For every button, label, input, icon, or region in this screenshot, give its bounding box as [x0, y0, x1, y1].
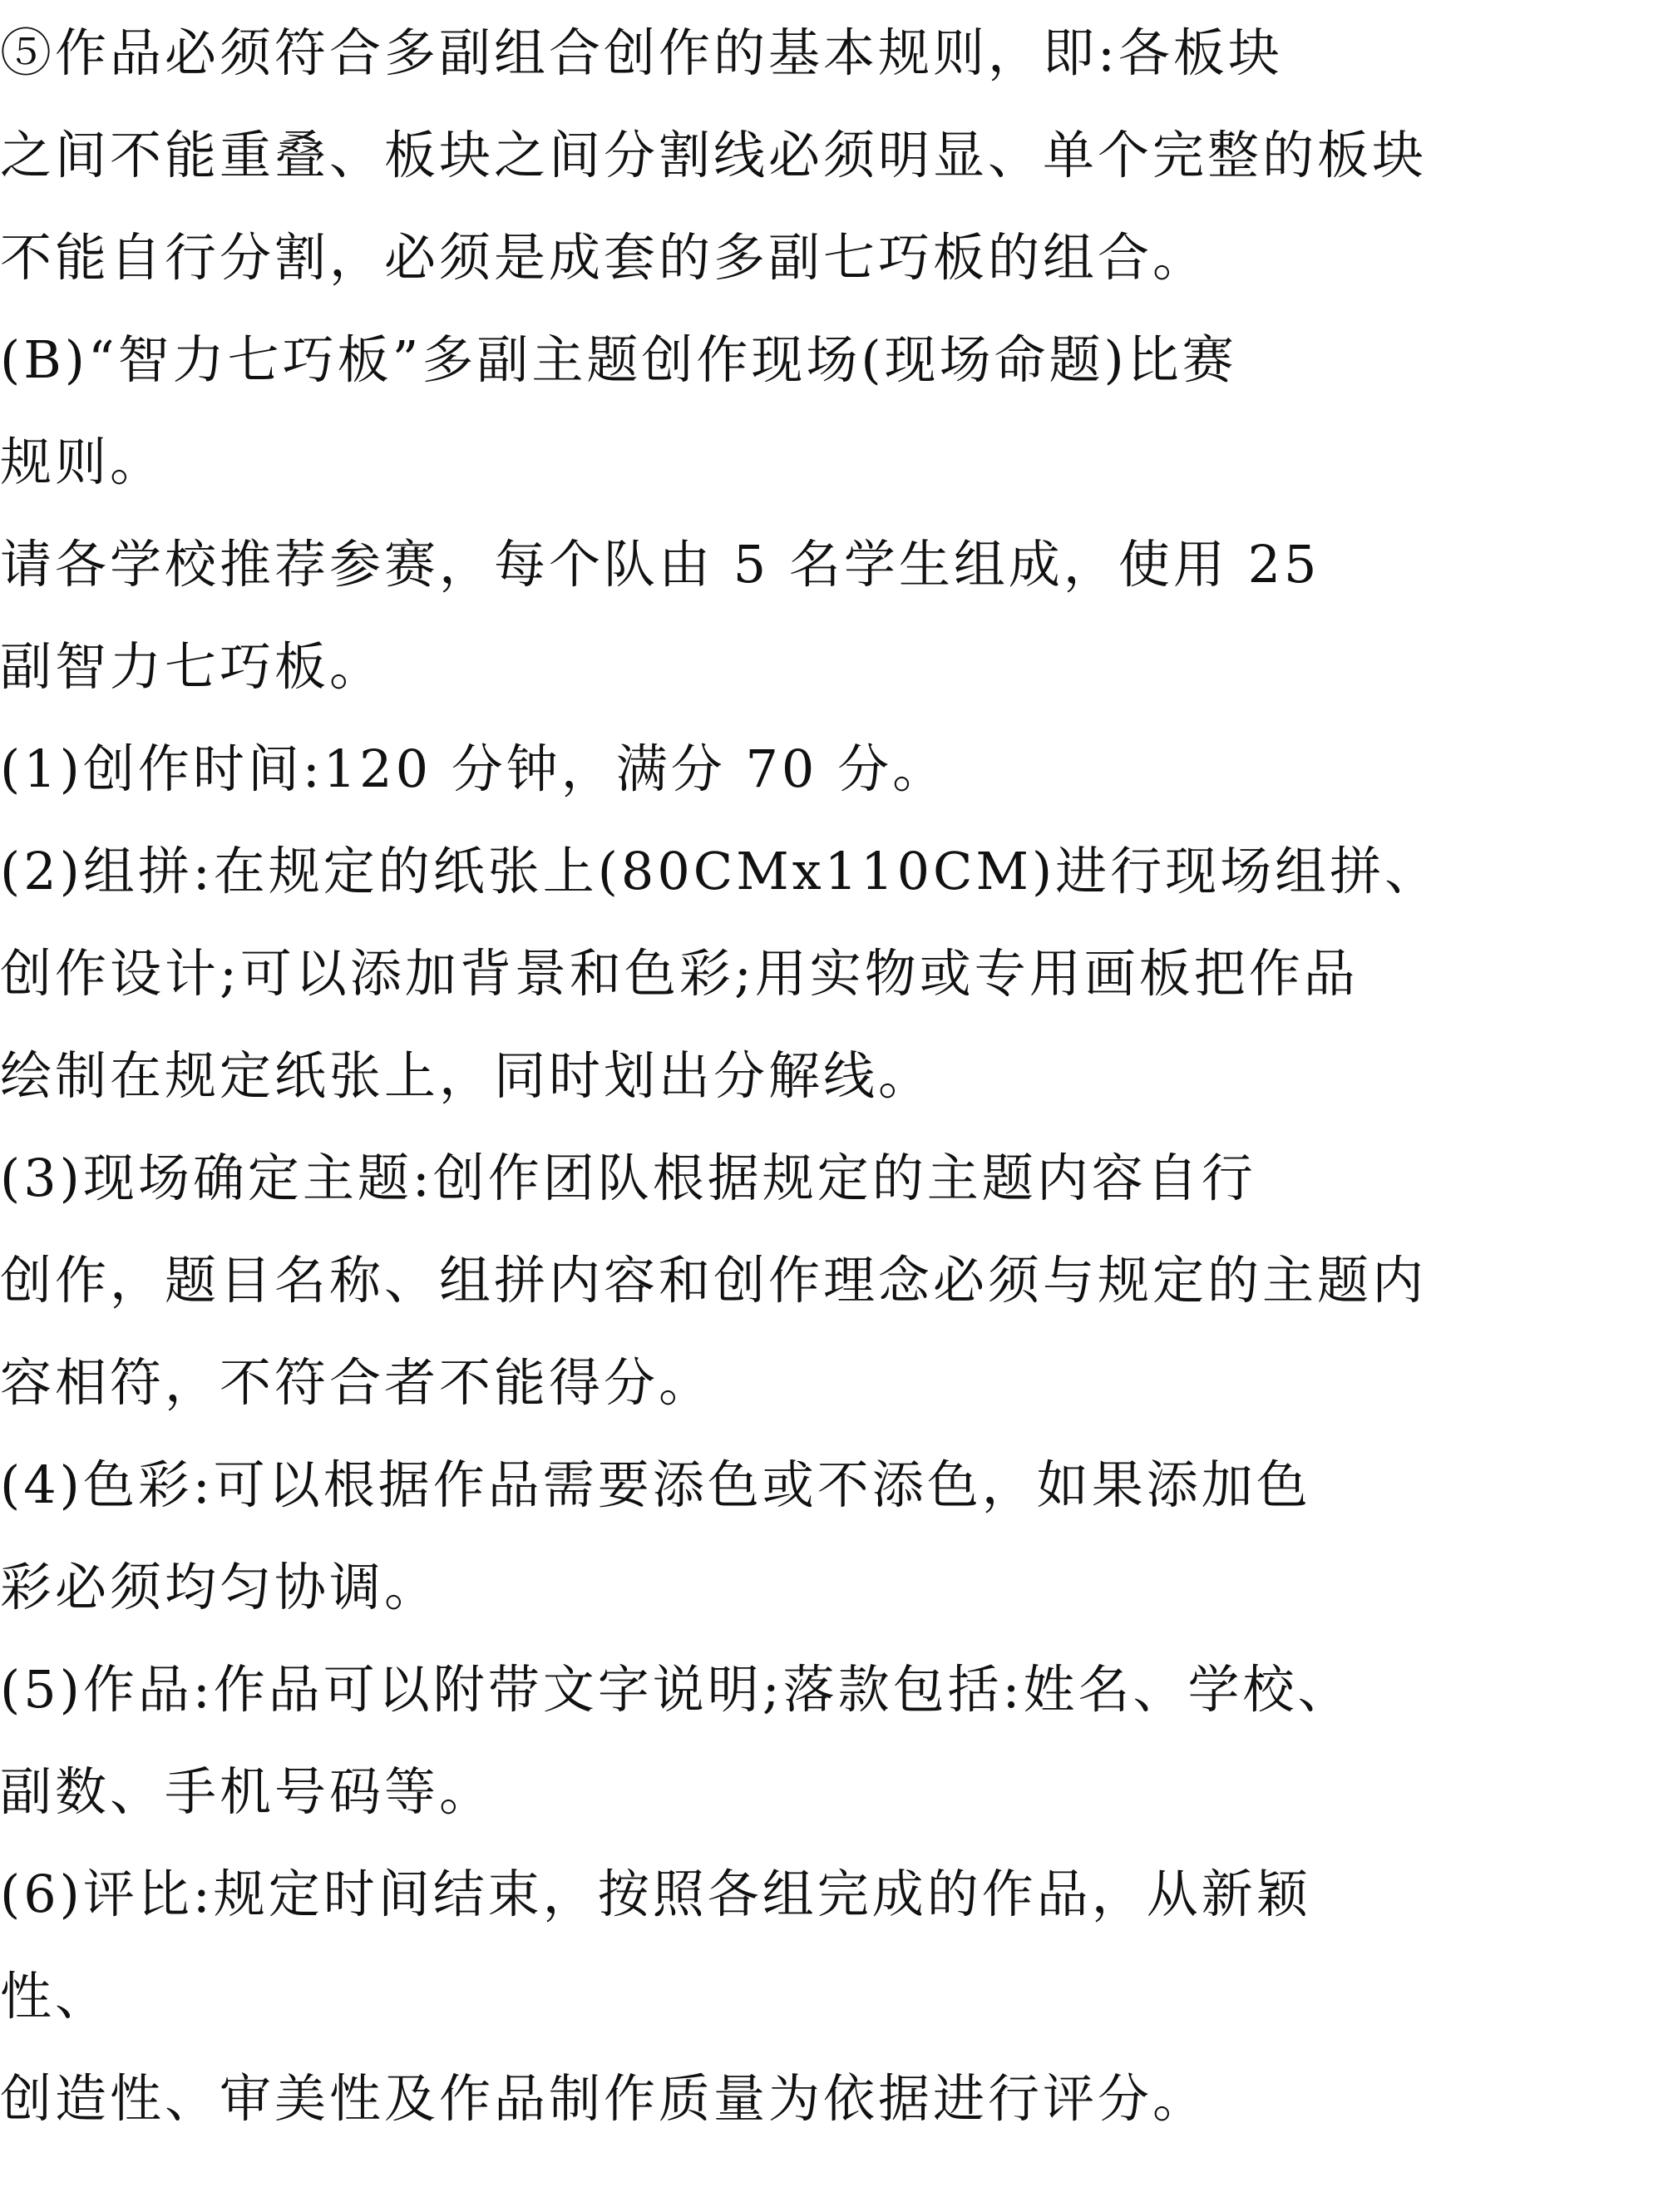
text-line: 性、 — [0, 1966, 111, 2027]
text-line: 绘制在规定纸张上，同时划出分解线。 — [0, 1045, 934, 1106]
text-line: ⑤作品必须符合多副组合创作的基本规则，即:各板块 — [0, 22, 1283, 83]
text-line: 创作，题目名称、组拼内容和创作理念必须与规定的主题内 — [0, 1250, 1428, 1311]
text-line: (3)现场确定主题:创作团队根据规定的主题内容自行 — [0, 1148, 1256, 1208]
text-line: 副数、手机号码等。 — [0, 1761, 495, 1822]
text-line: 规则。 — [0, 432, 165, 492]
text-line: 之间不能重叠、板块之间分割线必须明显、单个完整的板块 — [0, 125, 1428, 185]
text-line: (4)色彩:可以根据作品需要添色或不添色，如果添加色 — [0, 1454, 1311, 1515]
text-line: (1)创作时间:120 分钟，满分 70 分。 — [0, 738, 948, 799]
text-line: 副智力七巧板。 — [0, 636, 385, 697]
text-line: 创作设计;可以添加背景和色彩;用实物或专用画板把作品 — [0, 943, 1359, 1004]
text-line: 创造性、审美性及作品制作质量为依据进行评分。 — [0, 2068, 1208, 2129]
text-line: 请各学校推荐参赛，每个队由 5 名学生组成，使用 25 — [0, 534, 1320, 595]
text-line: (2)组拼:在规定的纸张上(80CMx110CM)进行现场组拼、 — [0, 841, 1440, 901]
text-line: (B)“智力七巧板”多副主题创作现场(现场命题)比赛 — [0, 329, 1237, 390]
text-line: (5)作品:作品可以附带文字说明;落款包括:姓名、学校、 — [0, 1659, 1353, 1720]
text-line: 不能自行分割，必须是成套的多副七巧板的组合。 — [0, 227, 1208, 288]
text-line: (6)评比:规定时间结束，按照各组完成的作品，从新颖 — [0, 1864, 1311, 1924]
text-line: 容相符，不符合者不能得分。 — [0, 1352, 714, 1413]
text-line: 彩必须均匀协调。 — [0, 1557, 440, 1617]
